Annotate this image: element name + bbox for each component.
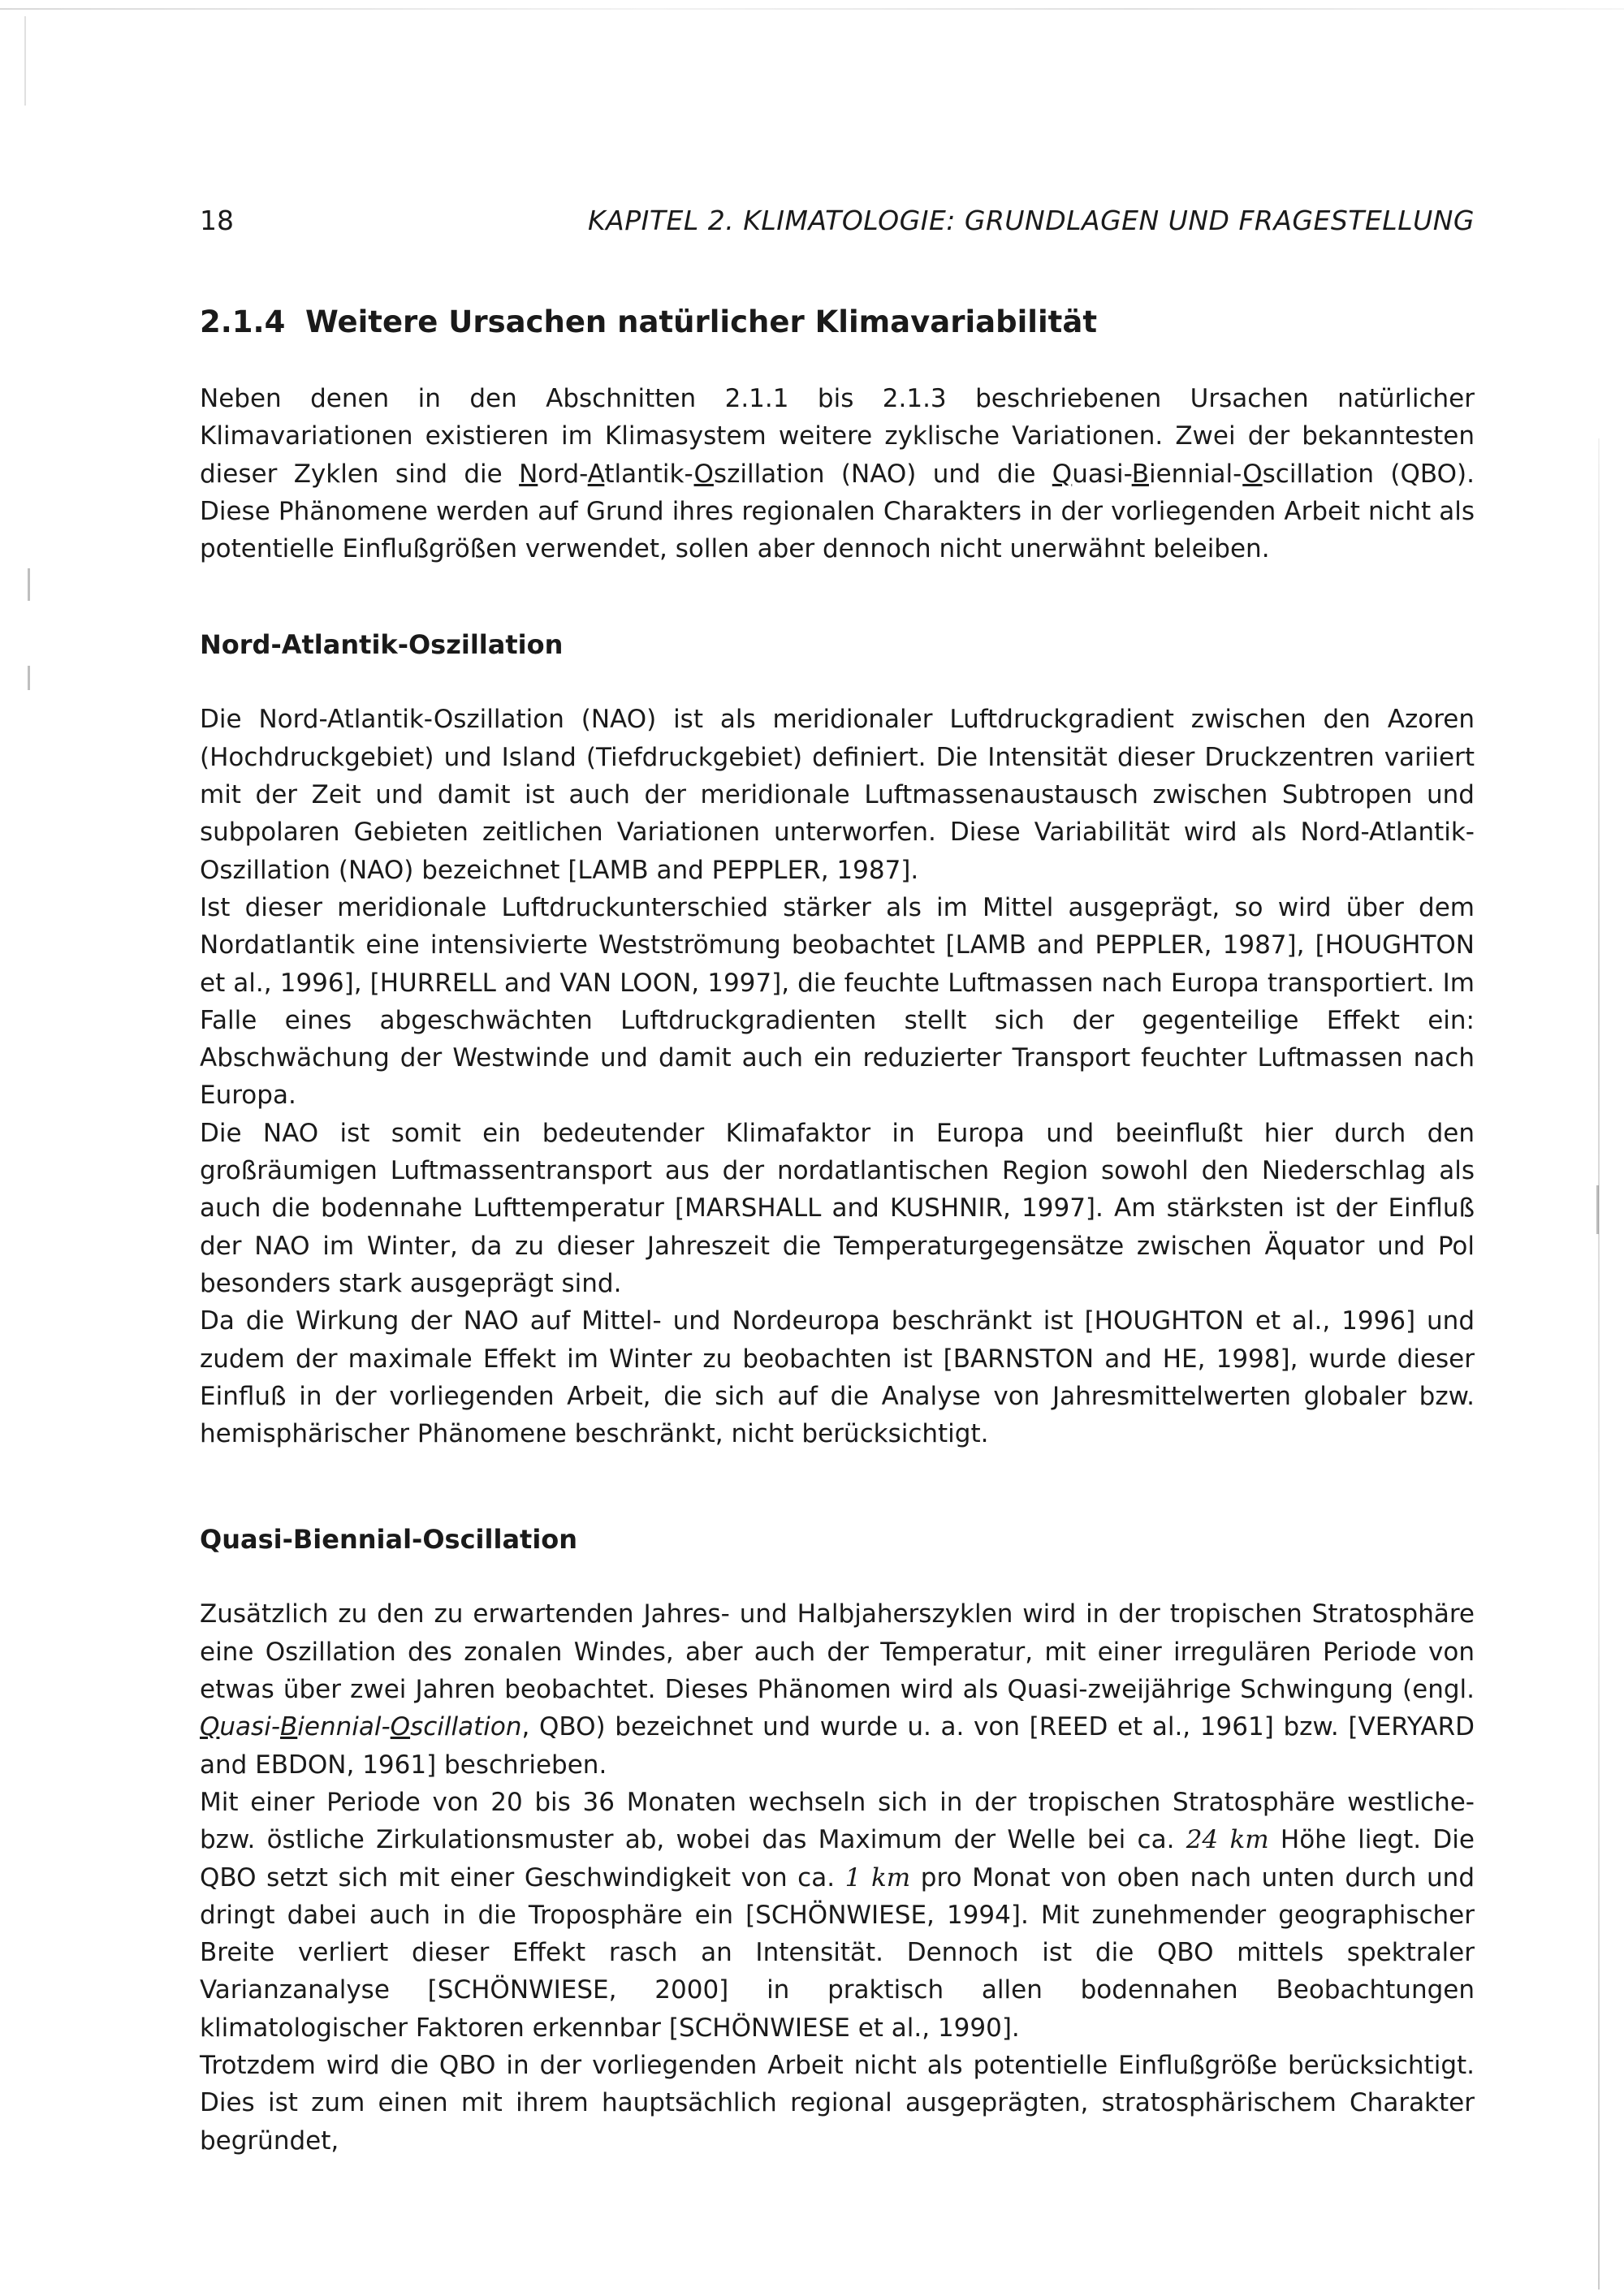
page-header xyxy=(200,205,1475,245)
section-title-text: Weitere Ursachen natürlicher Klimavariabilität xyxy=(305,304,1098,339)
scan-edge-top xyxy=(0,8,1624,10)
section-number: 2.1.4 xyxy=(200,304,286,339)
qbo-paragraph-2: Mit einer Periode von 20 bis 36 Monaten wechseln sich in der tropischen Stratosphäre westliche- bzw. östliche Zirkulationsmuster ab, wobei das Maximum der Welle bei ca. 24 km Höhe liegt. Die QBO setzt sich mit einer Geschwindigkeit von ca. 1 km pro Monat von oben nach unten durch und dringt dabei auch in die Troposphäre ein [SCHÖNWIESE, 1994]. Mit zunehmender geographischer Breite verliert dieser Effekt rasch an Intensität. Dennoch ist die QBO mittels spektraler Varianzanalyse [SCHÖNWIESE, 2000] in praktisch allen bodennahen Beobachtungen klimatologischer Faktoren erkennbar [SCHÖNWIESE et al., 1990]. xyxy=(200,1787,1475,2043)
section-title xyxy=(200,302,1475,343)
subsection-heading-qbo: Quasi-Biennial-Oscillation xyxy=(200,1524,578,1556)
scan-edge-right xyxy=(1598,438,1600,2290)
scan-mark xyxy=(28,666,30,690)
subsection-heading-nao: Nord-Atlantik-Oszillation xyxy=(200,629,564,661)
running-header: KAPITEL 2. KLIMATOLOGIE: GRUNDLAGEN UND FRAGESTELLUNG xyxy=(588,205,1475,236)
qbo-paragraph-3: Trotzdem wird die QBO in der vorliegenden Arbeit nicht als potentielle Einflußgröße berücksichtigt. Dies ist zum einen mit ihrem hauptsächlich regional ausgeprägten, stratosphärischem Charakter begründet, xyxy=(200,2050,1475,2156)
nao-paragraph-3: Die NAO ist somit ein bedeutender Klimafaktor in Europa und beeinflußt hier durch den großräumigen Luftmassentransport aus der nordatlantischen Region sowohl den Niederschlag als auch die bodennahe Lufttemperatur [MARSHALL and KUSHNIR, 1997]. Am stärksten ist der Einfluß der NAO im Winter, da zu dieser Jahreszeit die Temperaturgegensätze zwischen Äquator und Pol besonders stark ausgeprägt sind. xyxy=(200,1118,1475,1298)
scan-mark xyxy=(1596,1185,1599,1234)
page-number: 18 xyxy=(200,205,234,236)
intro-paragraph: Neben denen in den Abschnitten 2.1.1 bis 2.1.3 beschriebenen Ursachen natürlicher Klimavariationen existieren im Klimasystem weitere zyklische Variationen. Zwei der bekanntesten dieser Zyklen sind die Nord-Atlantik-Oszillation (NAO) und die Quasi-Biennial-Oscillation (QBO). Diese Phänomene werden auf Grund ihres regionalen Charakters in der vorliegenden Arbeit nicht als potentielle Einflußgrößen verwendet, sollen aber dennoch nicht unerwähnt beleiben. xyxy=(200,384,1475,564)
page-body xyxy=(200,302,1475,2160)
qbo-paragraph-1: Zusätzlich zu den zu erwartenden Jahres- und Halbjaherszyklen wird in der tropischen Stratosphäre eine Oszillation des zonalen Windes, aber auch der Temperatur, mit einer irregulären Periode von etwas über zwei Jahren beobachtet. Dieses Phänomen wird als Quasi-zweijährige Schwingung (engl. Quasi-Biennial-Oscillation, QBO) bezeichnet und wurde u. a. von [REED et al., 1961] bzw. [VERYARD and EBDON, 1961] beschrieben. xyxy=(200,1599,1475,1780)
scan-edge-left xyxy=(24,16,26,106)
nao-paragraph-4: Da die Wirkung der NAO auf Mittel- und Nordeuropa beschränkt ist [HOUGHTON et al., 1996] und zudem der maximale Effekt im Winter zu beobachten ist [BARNSTON and HE, 1998], wurde dieser Einfluß in der vorliegenden Arbeit, die sich auf die Analyse von Jahresmittelwerten globaler bzw. hemisphärischer Phänomene beschränkt, nicht berücksichtigt. xyxy=(200,1306,1475,1449)
nao-paragraph-1: Die Nord-Atlantik-Oszillation (NAO) ist als meridionaler Luftdruckgradient zwischen den Azoren (Hochdruckgebiet) und Island (Tiefdruckgebiet) definiert. Die Intensität dieser Druckzentren variiert mit der Zeit und damit ist auch der meridionale Luftmassenaustausch zwischen Subtropen und subpolaren Gebieten zeitlichen Variationen unterworfen. Diese Variabilität wird als Nord-Atlantik-Oszillation (NAO) bezeichnet [LAMB and PEPPLER, 1987]. xyxy=(200,705,1475,885)
scan-mark xyxy=(28,568,30,601)
nao-paragraph-2: Ist dieser meridionale Luftdruckunterschied stärker als im Mittel ausgeprägt, so wird über dem Nordatlantik eine intensivierte Westströmung beobachtet [LAMB and PEPPLER, 1987], [HOUGHTON et al., 1996], [HURRELL and VAN LOON, 1997], die feuchte Luftmassen nach Europa transportiert. Im Falle eines abgeschwächten Luftdruckgradienten stellt sich der gegenteilige Effekt ein: Abschwächung der Westwinde und damit auch ein reduzierter Transport feuchter Luftmassen nach Europa. xyxy=(200,892,1475,1111)
